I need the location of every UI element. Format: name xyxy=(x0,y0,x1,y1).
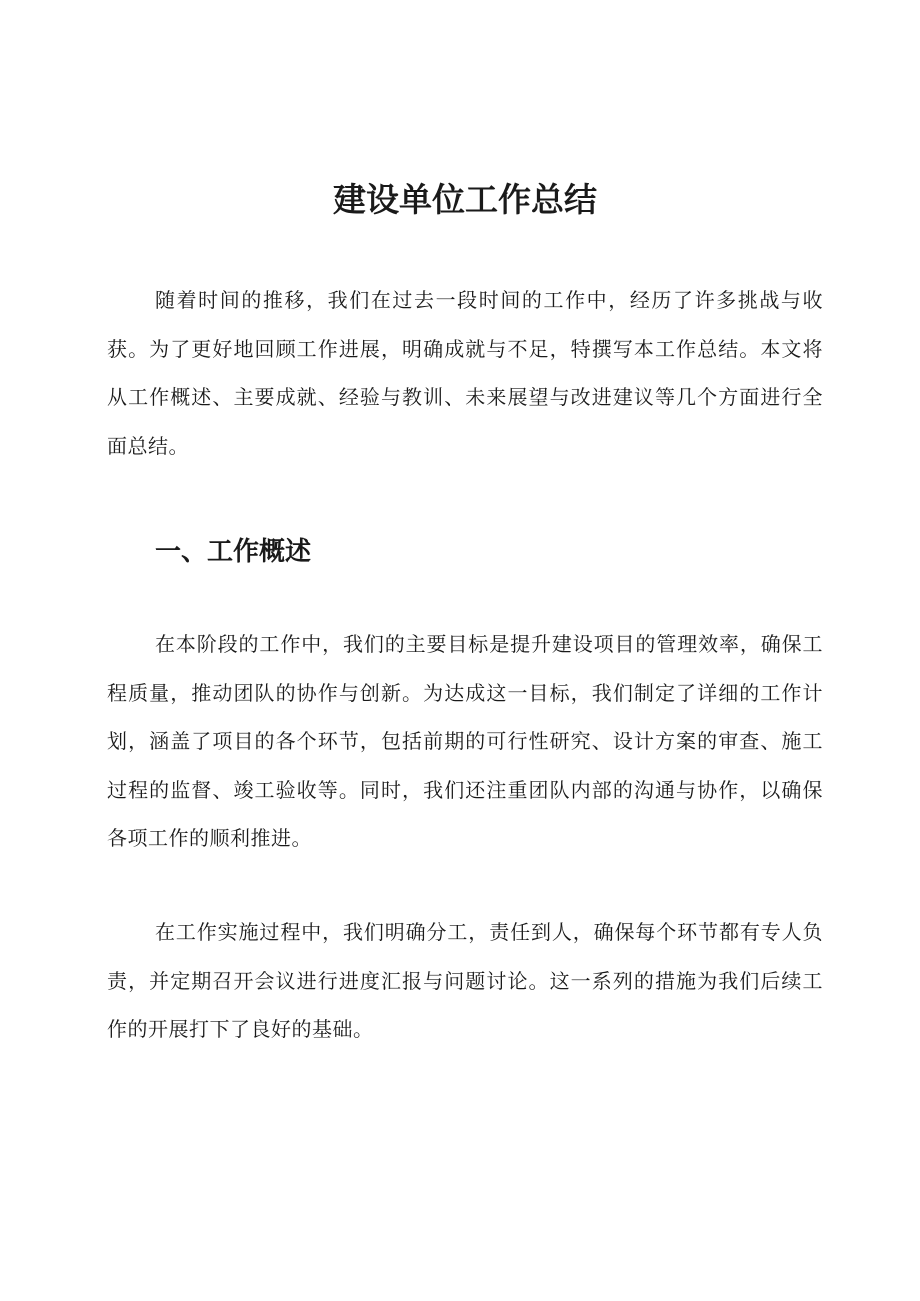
intro-paragraph: 随着时间的推移，我们在过去一段时间的工作中，经历了许多挑战与收获。为了更好地回顾工作进展，明确成就与不足，特撰写本工作总结。本文将从工作概述、主要成就、经验与教训、未来展望与改进建议等几个方面进行全面总结。 xyxy=(107,288,823,458)
document-title: 建设单位工作总结 xyxy=(333,180,597,219)
section-heading: 一、工作概述 xyxy=(155,537,312,567)
section-paragraph: 在本阶段的工作中，我们的主要目标是提升建设项目的管理效率，确保工程质量，推动团队的协作与创新。为达成这一目标，我们制定了详细的工作计划，涵盖了项目的各个环节，包括前期的可行性研究、设计方案的审查、施工过程的监督、竣工验收等。同时，我们还注重团队内部的沟通与协作，以确保各项工作的顺利推进。 xyxy=(107,632,823,851)
section-paragraph: 在工作实施过程中，我们明确分工，责任到人，确保每个环节都有专人负责，并定期召开会议进行进度汇报与问题讨论。这一系列的措施为我们后续工作的开展打下了良好的基础。 xyxy=(107,920,823,1042)
